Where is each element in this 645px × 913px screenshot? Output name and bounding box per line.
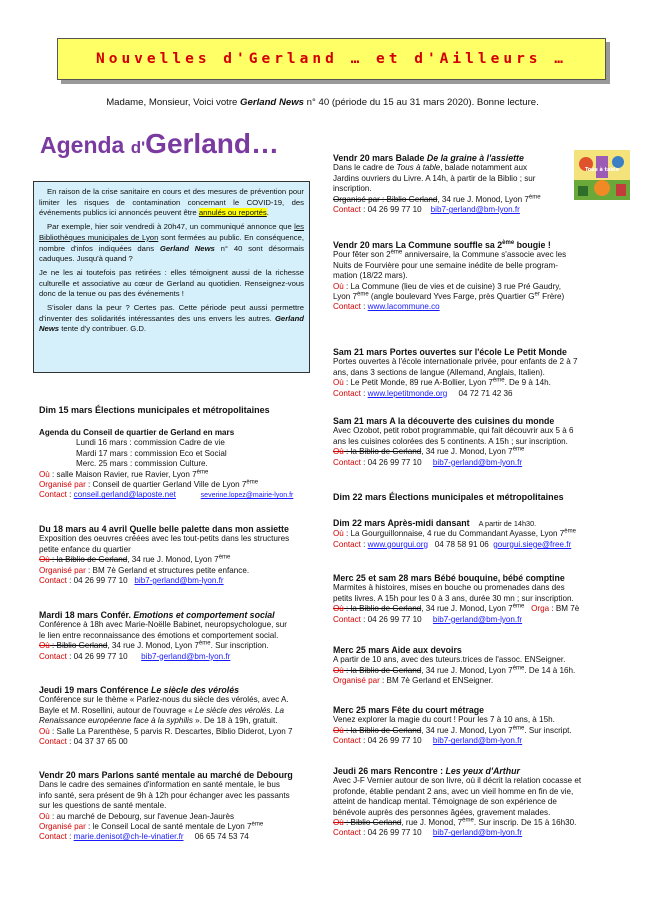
email-link[interactable]: bib7-gerland@bm-lyon.fr	[430, 205, 520, 215]
event-conseil-quartier: Agenda du Conseil de quartier de Gerland en mars Lundi 16 mars : commission Cadre de vie Mardi 17 mars : commission Eco et Social Merc. 25 mars : commission Culture. Où : salle Maison Ravier, rue Ravier, Lyon 7ème Organisé par : Conseil de quartier Gerland Ville de Lyon 7ème Contact : conseil.gerland@laposte.net severine.lopez@mairie-lyon.fr	[39, 428, 294, 500]
email-link[interactable]: gourgui.siege@free.fr	[493, 539, 572, 549]
thumb-text: Tous à table	[584, 167, 620, 173]
greeting-line: Madame, Monsieur, Voici votre Gerland News n° 40 (période du 15 au 31 mars 2020). Bonne lecture.	[106, 97, 539, 108]
email-link[interactable]: conseil.gerland@laposte.net	[73, 490, 176, 500]
email-link[interactable]: bib7-gerland@bm-lyon.fr	[432, 457, 523, 467]
event-emotions: Mardi 18 mars Confér. Emotions et comportement social Conférence à 18h avec Marie-Noëlle Babinet, neuropsychologue, sur le lien entre reconnaissance des émotions et comportement social. Où : Biblio Gerland, 34 rue J. Monod, Lyon 7ème. Sur inscription. Contact : 04 26 99 77 10 bib7-gerland@bm-lyon.fr	[39, 610, 287, 661]
event-apres-midi-dansant: Dim 22 mars Après-midi dansant A partir de 14h30. Où : La Gourguillonnaise, 4 rue du Commandant Ayasse, Lyon 7ème Contact : www.gourgui.org 04 78 58 91 06 gourgui.siege@free.fr	[333, 518, 576, 549]
banner-title: Nouvelles d'Gerland … et d'Ailleurs …	[95, 51, 567, 67]
intro-paragraph: Par exemple, hier soir vendredi à 20h47, un communiqué annonce que les Bibliothèques municipales de Lyon sont fermées au public. En conséquence, nombre d'infos indiquées dans Gerland News n° 40 sont désormais caduques. Jusqu'à quand ?	[39, 222, 304, 264]
event-yeux-arthur: Jeudi 26 mars Rencontre : Les yeux d'Arthur Avec J-F Vernier autour de son livre, où il décrit la relation cocasse et profonde, établie pendant 2 ans, avec un vieil homme en fin de vie, atteint de handicap mental. Témoignage de son expérience de bénévole auprès des personnes âgées, gravement malades. Où : Biblio Gerland, rue J. Monod, 7ème. Sur inscrip. De 15 à 16h30. Contact : 04 26 99 77 10 bib7-gerland@bm-lyon.fr	[333, 766, 582, 838]
event-cuisines-monde: Sam 21 mars A la découverte des cuisines du monde Avec Ozobot, petit robot programmable, qui fait découvrir aux 5 à 6 ans les cuisines colorées des 5 continents. A 15h ; sur inscription. Où : la Biblio de Gerland, 34 rue J. Monod, Lyon 7ème Contact : 04 26 99 77 10 bib7-gerland@bm-lyon.fr	[333, 416, 574, 467]
email-link[interactable]: marie.denisot@ch-le-vinatier.fr	[73, 832, 184, 842]
website-link[interactable]: www.gourgui.org	[367, 539, 428, 549]
library-link[interactable]: les Bibliothèques municipales de Lyon	[39, 222, 304, 242]
intro-paragraph: Je ne les ai toutefois pas retirées : elles témoignent aussi de la richesse culturelle et associative au cœur de Gerland au quotidien. Renseignez-vous donc de la tenue ou pas des événements !	[39, 267, 304, 299]
event-bebe-bouquine: Merc 25 et sam 28 mars Bébé bouquine, bébé comptine Marmites à histoires, mises en bouche ou promenades dans des petits livres. A 15h pour les 0 à 3 ans, durée 30 mn ; sur inscription. Où : la Biblio de Gerland, 34 rue J. Monod, Lyon 7ème Orga : BM 7è Contact : 04 26 99 77 10 bib7-gerland@bm-lyon.fr	[333, 573, 580, 624]
event-petit-monde: Sam 21 mars Portes ouvertes sur l'école Le Petit Monde Portes ouvertes à l'école internationale privée, pour enfants de 2 à 7 ans, dans 3 sections de langue (Allemand, Anglais, Italien). Où : Le Petit Monde, 89 rue A-Bollier, Lyon 7ème. De 9 à 14h. Contact : www.lepetitmonde.org 04 72 71 42 36	[333, 347, 578, 398]
email-link[interactable]: bib7-gerland@bm-lyon.fr	[134, 576, 224, 586]
election-notice: Dim 15 mars Élections municipales et métropolitaines	[39, 405, 270, 415]
website-link[interactable]: www.lacommune.co	[367, 302, 440, 312]
email-link[interactable]: bib7-gerland@bm-lyon.fr	[432, 828, 523, 838]
event-veroles: Jeudi 19 mars Conférence Le siècle des vérolés Conférence sur le thème « Parlez-nous du siècle des vérolés, avec A. Bayle et M. Rosellini, autour de l'ouvrage « Le siècle des vérolés. La Renaissance européenne face à la syphilis ». De 18 à 19h, gratuit. Où : Salle La Parenthèse, 5 parvis R. Descartes, Biblio Diderot, Lyon 7 Contact : 04 37 37 65 00	[39, 685, 293, 747]
email-link[interactable]: bib7-gerland@bm-lyon.fr	[432, 736, 523, 746]
event-court-metrage: Merc 25 mars Fête du court métrage Venez explorer la magie du court ! Pour les 7 à 10 ans, à 15h. Où : la Biblio de Gerland, 34 rue J. Monod, Lyon 7ème. Sur inscript. Contact : 04 26 99 77 10 bib7-gerland@bm-lyon.fr	[333, 705, 572, 746]
event-balade: Vendr 20 mars Balade De la graine à l'assiette Dans le cadre de Tous à table, balade notamment aux Jardins ouvriers du Livre. A 14h, à partir de la Biblio ; sur inscription. Organisé par : Biblio Gerland, 34 rue J. Monod, Lyon 7ème Contact : 04 26 99 77 10 bib7-gerland@bm-lyon.fr	[333, 153, 541, 215]
intro-paragraph: En raison de la crise sanitaire en cours et des mesures de prévention pour limiter les risques de contamination concernant le COVID-19, des événements publics ici annoncés peuvent être annulés ou reportés.	[39, 187, 304, 218]
newsletter-banner	[57, 38, 606, 80]
event-aide-devoirs: Merc 25 mars Aide aux devoirs A partir de 10 ans, avec des tuteurs.trices de l'assoc. ENSeigner. Où : la Biblio de Gerland, 34 rue J. Monod, Lyon 7ème. De 14 à 16h. Organisé par : BM 7è Gerland et ENSeigner.	[333, 645, 576, 686]
email-link[interactable]: bib7-gerland@bm-lyon.fr	[141, 651, 231, 661]
email-link[interactable]: severine.lopez@mairie-lyon.fr	[200, 492, 294, 500]
website-link[interactable]: www.lepetitmonde.org	[367, 388, 448, 398]
email-link[interactable]: bib7-gerland@bm-lyon.fr	[432, 614, 523, 624]
election-notice: Dim 22 mars Élections municipales et métropolitaines	[333, 492, 564, 502]
tous-a-table-illustration	[574, 150, 630, 200]
intro-box	[33, 181, 310, 373]
page-title: Agenda d'Gerland…	[40, 128, 279, 159]
highlight-text: annulés ou reportés	[198, 208, 267, 218]
intro-paragraph: S'isoler dans la peur ? Certes pas. Cette période peut aussi permettre d'inventer des solidarités intéressantes des uns envers les autres. Gerland News tente d'y contribuer. G.D.	[39, 303, 304, 334]
event-la-commune: Vendr 20 mars La Commune souffle sa 2ème bougie ! Pour fêter son 2ème anniversaire, la Commune s'associe avec les Nuits de Fourvière pour une semaine inédite de belle program- mation (18/22 mars). Où : La Commune (lieu de vies et de cuisine) 3 rue Pré Gaudry, Lyon 7ème (angle boulevard Yves Farge, près Quartier $G^{er}$ Frère) Contact : www.lacommune.co	[333, 240, 567, 312]
event-sante-mentale: Vendr 20 mars Parlons santé mentale au marché de Debourg Dans le cadre des semaines d'information en santé mentale, le bus info santé, sera présent de 9h à 12h pour échanger avec les passants sur les questions de santé mentale. Où : au marché de Debourg, sur l'avenue Jean-Jaurès Organisé par : le Conseil Local de santé mentale de Lyon 7ème Contact : marie.denisot@ch-le-vinatier.fr 06 65 74 53 74	[39, 770, 293, 842]
event-palette: Du 18 mars au 4 avril Quelle belle palette dans mon assiette Exposition des oeuvres créées avec les tout-petits dans les structures petite enfance du quartier Où : la Biblio de Gerland, 34 rue J. Monod, Lyon 7ème Organisé par : BM 7è Gerland et structures petite enfance. Contact : 04 26 99 77 10 bib7-gerland@bm-lyon.fr	[39, 524, 290, 586]
